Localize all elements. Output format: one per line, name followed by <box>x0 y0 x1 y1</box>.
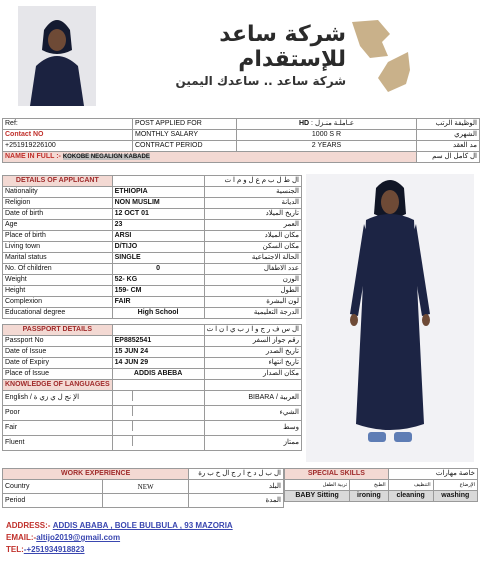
passport-label: Place of Issue <box>3 369 113 380</box>
skill-ar: الطبخ <box>350 480 389 491</box>
period-label: Period <box>3 494 103 508</box>
detail-label-ar: الطول <box>204 286 301 297</box>
detail-value: SINGLE <box>112 253 204 264</box>
detail-label: Nationality <box>3 187 113 198</box>
email-link[interactable]: altijo2019@gmail.com <box>36 533 121 542</box>
detail-label-ar: الحالة الاجتماعية <box>204 253 301 264</box>
address-value[interactable]: ADDIS ABABA , BOLE BULBULA , 93 MAZORIA <box>52 521 233 530</box>
salary-label-ar: الشهري <box>417 130 480 141</box>
language-label-ar: ممتاز <box>204 436 301 451</box>
language-label: Fair <box>3 421 113 436</box>
skills-title: SPECIAL SKILLS <box>285 469 389 480</box>
detail-label-ar: الدرجة التعليمية <box>204 308 301 319</box>
passport-value: 15 JUN 24 <box>112 347 204 358</box>
detail-value: 23 <box>112 220 204 231</box>
detail-label-ar: الجنسية <box>204 187 301 198</box>
language-label-ar: العربية / BIBARA <box>204 391 301 406</box>
detail-label-ar: الديانة <box>204 198 301 209</box>
passport-title-ar: ال س ف ر ج و ا ز ب ي ا ن ا ت <box>204 325 301 336</box>
detail-value: 12 OCT 01 <box>112 209 204 220</box>
details-table <box>2 175 302 451</box>
passport-label-ar: تاريخ الصدر <box>204 347 301 358</box>
name-label-ar: ال كامل ال سم <box>417 152 480 163</box>
detail-label: Complexion <box>3 297 113 308</box>
salary-label: MONTHLY SALARY <box>133 130 237 141</box>
contract-label-ar: مد العقد <box>417 141 480 152</box>
detail-value: High School <box>112 308 204 319</box>
special-skills-table <box>284 468 478 502</box>
detail-label: Educational degree <box>3 308 113 319</box>
language-label: English / الإ نج ل ي زي ة <box>3 391 113 406</box>
email-label: EMAIL:- <box>6 533 37 542</box>
passport-label-ar: تاريخ انتهاء <box>204 358 301 369</box>
skill-item: washing <box>433 491 477 502</box>
country-value: NEW <box>103 480 189 494</box>
detail-label-ar: مكان الميلاد <box>204 231 301 242</box>
detail-label: Place of birth <box>3 231 113 242</box>
tel-label: TEL: <box>6 545 24 554</box>
detail-value: 159- CM <box>112 286 204 297</box>
detail-value: D/TIJO <box>112 242 204 253</box>
detail-label-ar: عدد الاطفال <box>204 264 301 275</box>
detail-label: Date of birth <box>3 209 113 220</box>
skill-ar: تربية الطفل <box>285 480 350 491</box>
detail-value: 52- KG <box>112 275 204 286</box>
detail-label-ar: تاريخ الميلاد <box>204 209 301 220</box>
contract-label: CONTRACT PERIOD <box>133 141 237 152</box>
details-title-ar: ال ط ل ب م ع ل و م ا ت <box>204 176 301 187</box>
period-label-ar: المدة <box>189 494 284 508</box>
language-label-ar: الشيء <box>204 406 301 421</box>
company-logo-text <box>106 22 346 88</box>
detail-value: 0 <box>112 264 204 275</box>
contact-block <box>6 520 233 556</box>
job-info-table: Ref: POST APPLIED FOR HD : عـاملـة منـزل الوظيفة الرتب Contact NO MONTHLY SALARY 1000 S R الشهري +251919226100 CONTRACT PERIOD 2 YEARS مد العقد NAME IN FULL :- KOKOBE NEGALIGN KABADE ال كامل ال سم <box>2 118 480 163</box>
name-value: KOKOBE NEGALIGN KABADE <box>62 154 150 160</box>
tel-link[interactable]: -+251934918823 <box>23 545 85 554</box>
passport-title: PASSPORT DETAILS <box>3 325 113 336</box>
applicant-photo-small <box>18 6 96 106</box>
post-applied-label: POST APPLIED FOR <box>133 119 237 130</box>
passport-value: EP8852541 <box>112 336 204 347</box>
contact-no-value: +251919226100 <box>3 141 133 152</box>
passport-label-ar: مكان الصدار <box>204 369 301 380</box>
passport-label-ar: رقم جواز السفر <box>204 336 301 347</box>
passport-label: Passport No <box>3 336 113 347</box>
detail-value: ARSI <box>112 231 204 242</box>
detail-label: Marital status <box>3 253 113 264</box>
country-label: Country <box>3 480 103 494</box>
company-logo-hands-icon <box>348 12 412 96</box>
passport-value: 14 JUN 29 <box>112 358 204 369</box>
experience-title: WORK EXPERIENCE <box>3 469 189 480</box>
detail-label-ar: العمر <box>204 220 301 231</box>
address-label: ADDRESS:- <box>6 521 51 530</box>
company-name: شركة ساعد للإستقدام <box>219 22 346 72</box>
detail-label: No. Of children <box>3 264 113 275</box>
skill-ar: الإرضاع <box>433 480 477 491</box>
skill-item: ironing <box>350 491 389 502</box>
language-label-ar: وسط <box>204 421 301 436</box>
language-label: Poor <box>3 406 113 421</box>
post-value: HD <box>298 120 310 127</box>
detail-label-ar: الوزن <box>204 275 301 286</box>
detail-value: NON MUSLIM <box>112 198 204 209</box>
passport-label: Date of Expiry <box>3 358 113 369</box>
company-tagline: شركة ساعد .. ساعدك اليمين <box>175 74 346 88</box>
name-label: NAME IN FULL :- <box>5 153 61 160</box>
skill-item: cleaning <box>388 491 433 502</box>
country-label-ar: البلد <box>189 480 284 494</box>
detail-label-ar: لون البشرة <box>204 297 301 308</box>
passport-value: ADDIS ABEBA <box>112 369 204 380</box>
detail-label: Religion <box>3 198 113 209</box>
applicant-photo-full <box>306 174 474 462</box>
language-label: Fluent <box>3 436 113 451</box>
languages-title: KNOWLEDGE OF LANGUAGES <box>3 380 113 391</box>
post-label-ar: الوظيفة الرتب <box>417 119 480 130</box>
detail-label: Height <box>3 286 113 297</box>
detail-label: Age <box>3 220 113 231</box>
contact-no-label: Contact NO <box>3 130 133 141</box>
passport-label: Date of Issue <box>3 347 113 358</box>
detail-label: Living town <box>3 242 113 253</box>
salary-value: 1000 S R <box>237 130 417 141</box>
detail-value: ETHIOPIA <box>112 187 204 198</box>
detail-value: FAIR <box>112 297 204 308</box>
details-title: DETAILS OF APPLICANT <box>3 176 113 187</box>
detail-label-ar: مكان السكن <box>204 242 301 253</box>
ref-label: Ref: <box>3 119 133 130</box>
skills-title-ar: خاصة مهارات <box>388 469 477 480</box>
skill-ar: التنظيف <box>388 480 433 491</box>
skill-item: BABY Sitting <box>285 491 350 502</box>
post-value-ar: عـاملـة منـزل <box>314 120 354 127</box>
contract-value: 2 YEARS <box>237 141 417 152</box>
experience-title-ar: ال ب ل د خ ا ر ج ال خ ب رة <box>189 469 284 480</box>
detail-label: Weight <box>3 275 113 286</box>
work-experience-table <box>2 468 284 508</box>
